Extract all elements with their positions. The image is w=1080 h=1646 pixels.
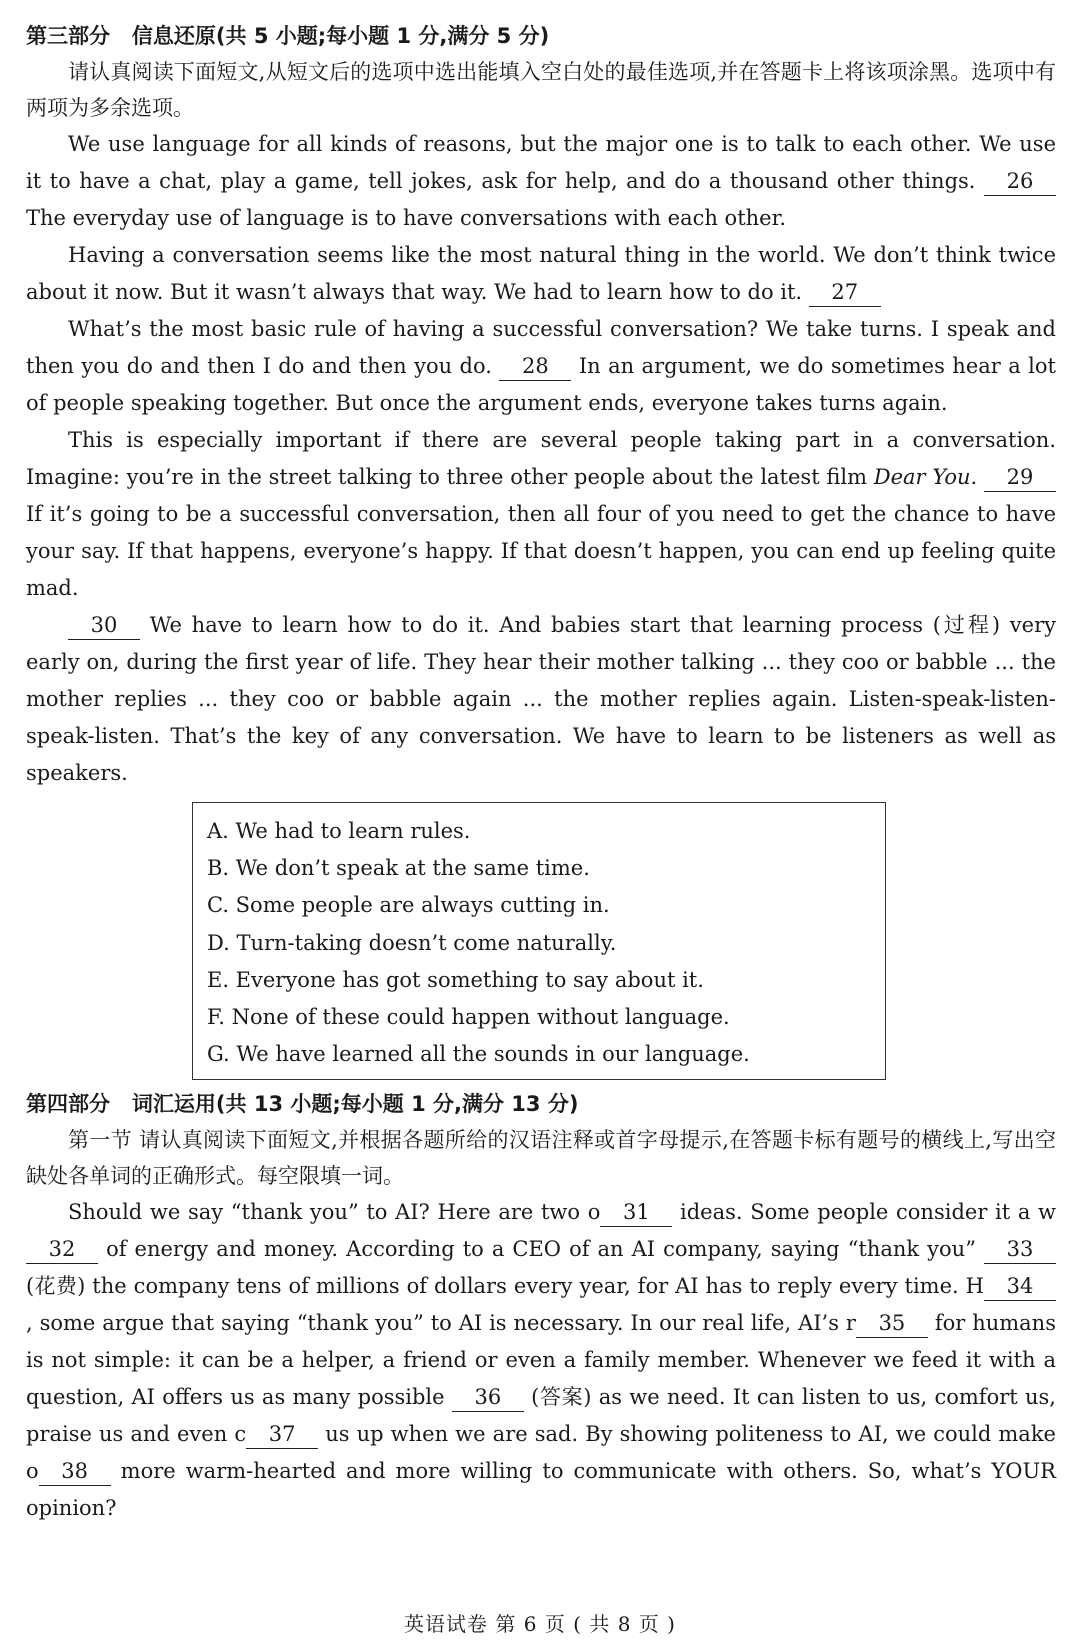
blank-33: 33	[984, 1235, 1056, 1264]
blank-36: 36	[452, 1383, 524, 1412]
option-a: A. We had to learn rules.	[207, 819, 471, 843]
option-e: E. Everyone has got something to say about it.	[207, 967, 704, 992]
vocab-passage: Should we say “thank you” to AI? Here are two o 31 ideas. Some people consider it a w32 of energy and money. According to a CEO of an AI company, saying “thank you” 33 (花费) the company tens of millions of dollars every year, for AI has to reply every time. H 34, some argue that saying “thank you” to AI is necessary. In our real life, AI’s r 35 for humans is not simple: it can be a helper, a friend or even a family member. Whenever we feed it with a question, AI offers us as many possible 36 (答案) as we need. It can listen to us, comfort us, praise us and even c 37 us up when we are sad. By showing politeness to AI, we could make o 38 more warm-hearted and more willing to communicate with others. So, what’s YOUR opinion?	[26, 1200, 1056, 1521]
passage-paragraph-5: 30 We have to learn how to do it. And babies start that learning process (过程) very early on, during the first year of life. They hear their mother talking ... they coo or babble ... the mother replies ... they coo or babble again ... the mother replies again. Listen-speak-listen-speak-listen. That’s the key of any conversation. We have to learn to be listeners as well as speakers.	[26, 613, 1056, 785]
exam-page	[26, 18, 1056, 1527]
passage-paragraph-3: What’s the most basic rule of having a successful conversation? We take turns. I speak and then you do and then I do and then you do. 28 In an argument, we do sometimes hear a lot of people speaking together. But once the argument ends, everyone takes turns again.	[26, 317, 1056, 415]
passage-paragraph-4: This is especially important if there are several people taking part in a conversation. Imagine: you’re in the street talking to three other people about the latest film Dear You. 29 If it’s going to be a successful conversation, then all four of you need to get the chance to have your say. If that happens, everyone’s happy. If that doesn’t happen, you can end up feeling quite mad.	[26, 428, 1056, 600]
option-b: B. We don’t speak at the same time.	[207, 856, 590, 881]
passage-paragraph-1: We use language for all kinds of reasons, but the major one is to talk to each other. We use it to have a chat, play a game, tell jokes, ask for help, and do a thousand other things. 26 The everyday use of language is to have conversations with each other.	[26, 132, 1056, 230]
part3-instruction: 请认真阅读下面短文,从短文后的选项中选出能填入空白处的最佳选项,并在答题卡上将该项涂黑。选项中有两项为多余选项。	[26, 60, 1056, 120]
option-c: C. Some people are always cutting in.	[207, 893, 610, 918]
part4-instruction: 第一节 请认真阅读下面短文,并根据各题所给的汉语注释或首字母提示,在答题卡标有题号的横线上,写出空缺处各单词的正确形式。每空限填一词。	[26, 1128, 1056, 1189]
blank-29: 29	[984, 463, 1056, 492]
blank-38: 38	[39, 1457, 111, 1486]
part4-heading: 第四部分 词汇运用(共 13 小题;每小题 1 分,满分 13 分)	[26, 1092, 579, 1117]
blank-37: 37	[246, 1420, 318, 1449]
blank-26: 26	[984, 167, 1056, 196]
film-title: Dear You	[873, 465, 971, 489]
blank-34: 34	[984, 1272, 1056, 1301]
options-box	[192, 802, 886, 1080]
blank-28: 28	[499, 352, 571, 381]
page-footer: 英语试卷 第 6 页 ( 共 8 页 )	[404, 1612, 676, 1636]
blank-35: 35	[856, 1309, 928, 1338]
option-d: D. Turn-taking doesn’t come naturally.	[207, 930, 617, 955]
blank-27: 27	[809, 278, 881, 307]
blank-32: 32	[26, 1235, 98, 1264]
option-g: G. We have learned all the sounds in our language.	[207, 1042, 750, 1067]
option-f: F. None of these could happen without language.	[207, 1005, 730, 1030]
blank-31: 31	[600, 1198, 672, 1227]
part3-heading: 第三部分 信息还原(共 5 小题;每小题 1 分,满分 5 分)	[26, 24, 550, 48]
blank-30: 30	[68, 611, 140, 640]
passage-paragraph-2: Having a conversation seems like the most natural thing in the world. We don’t think twice about it now. But it wasn’t always that way. We had to learn how to do it. 27	[26, 237, 1056, 311]
